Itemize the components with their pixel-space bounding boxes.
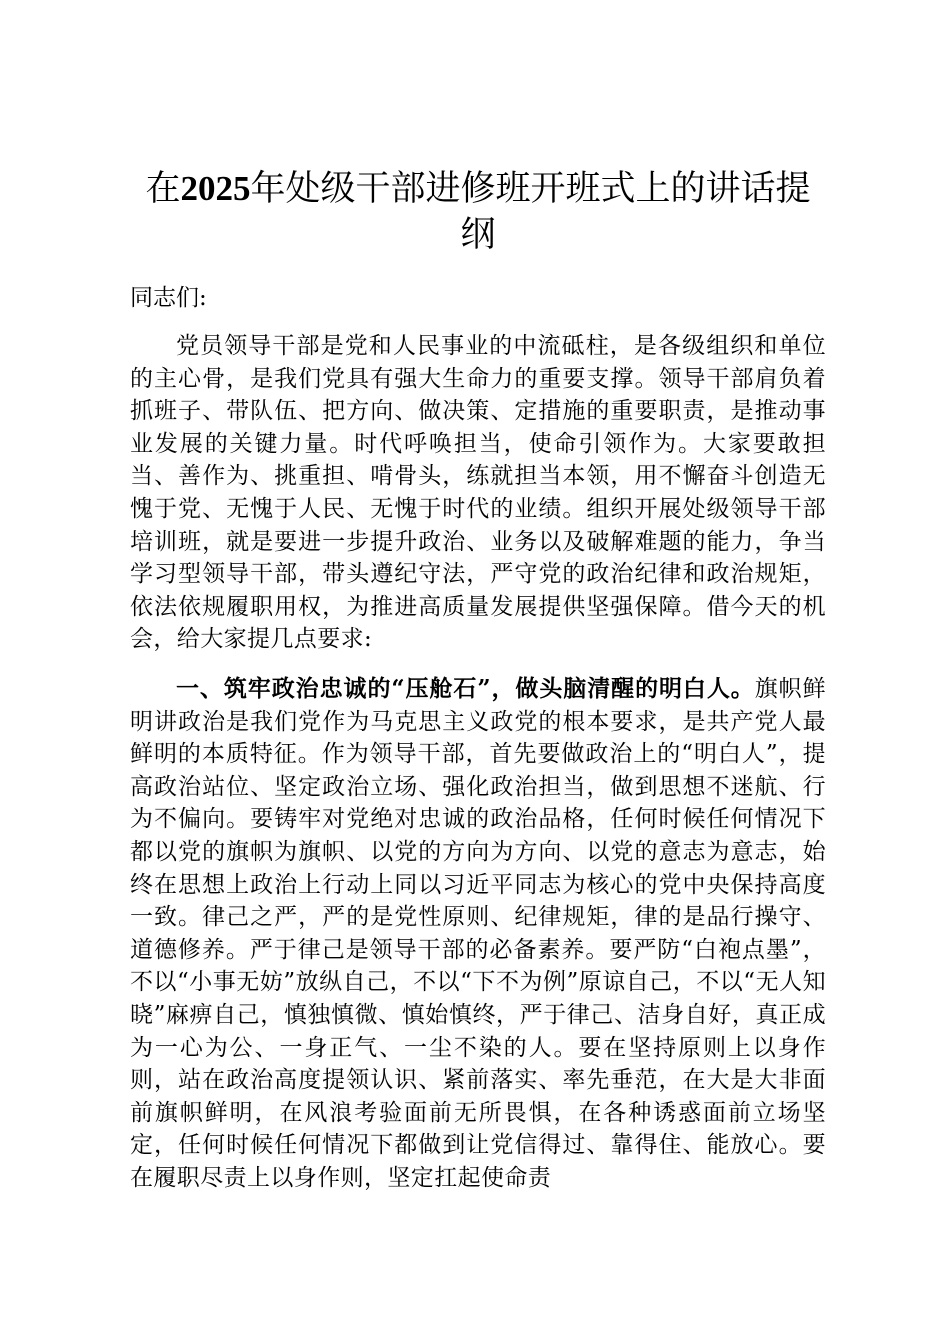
salutation: 同志们: xyxy=(130,285,207,311)
title-prefix: 在 xyxy=(145,169,181,209)
paragraph-intro: 党员领导干部是党和人民事业的中流砥柱，是各级组织和单位的主心骨，是我们党具有强大生命力的重要支撑。领导干部肩负着抓班子、带队伍、把方向、做决策、定措施的重要职责，是推动事业发展的关键力量。时代呼唤担当，使命引领作为。大家要敢担当、善作为、挑重担、啃骨头，练就担当本领，用不懈奋斗创造无愧于党、无愧于人民、无愧于时代的业绩。组织开展处级领导干部培训班，就是要进一步提升政治、业务以及破解难题的能力，争当学习型领导干部，带头遵纪守法，严守党的政治纪律和政治规矩，依法依规履职用权，为推进高质量发展提供坚强保障。借今天的机会，给大家提几点要求: xyxy=(130,333,826,653)
section-1-body: 旗帜鲜明讲政治是我们党作为马克思主义政党的根本要求，是共产党人最鲜明的本质特征。作为领导干部，首先要做政治上的“明白人”，提高政治站位、坚定政治立场、强化政治担当，做到思想不迷航、行为不偏向。要铸牢对党绝对忠诚的政治品格，任何时候任何情况下都以党的旗帜为旗帜、以党的方向为方向、以党的意志为意志，始终在思想上政治上行动上同以习近平同志为核心的党中央保持高度一致。律己之严，严的是党性原则、纪律规矩，律的是品行操守、道德修养。严于律己是领导干部的必备素养。要严防“白袍点墨”，不以“小事无妨”放纵自己，不以“下不为例”原谅自己，不以“无人知晓”麻痹自己，慎独慎微、慎始慎终，严于律己、洁身自好，真正成为一心为公、一身正气、一尘不染的人。要在坚持原则上以身作则，站在政治高度提领认识、紧前落实、率先垂范，在大是大非面前旗帜鲜明，在风浪考验面前无所畏惧，在各种诱惑面前立场坚定，任何时候任何情况下都做到让党信得过、靠得住、能放心。要在履职尽责上以身作则，坚定扛起使命责 xyxy=(130,676,826,1191)
paragraph-section-1 xyxy=(130,673,826,1195)
section-1-heading: 一、筑牢政治忠诚的“压舱石”，做头脑清醒的明白人。 xyxy=(176,675,755,702)
document-title xyxy=(130,166,826,258)
title-rest: 年处级干部进修班开班式上的讲话提纲 xyxy=(250,169,811,255)
title-year: 2025 xyxy=(180,169,251,208)
